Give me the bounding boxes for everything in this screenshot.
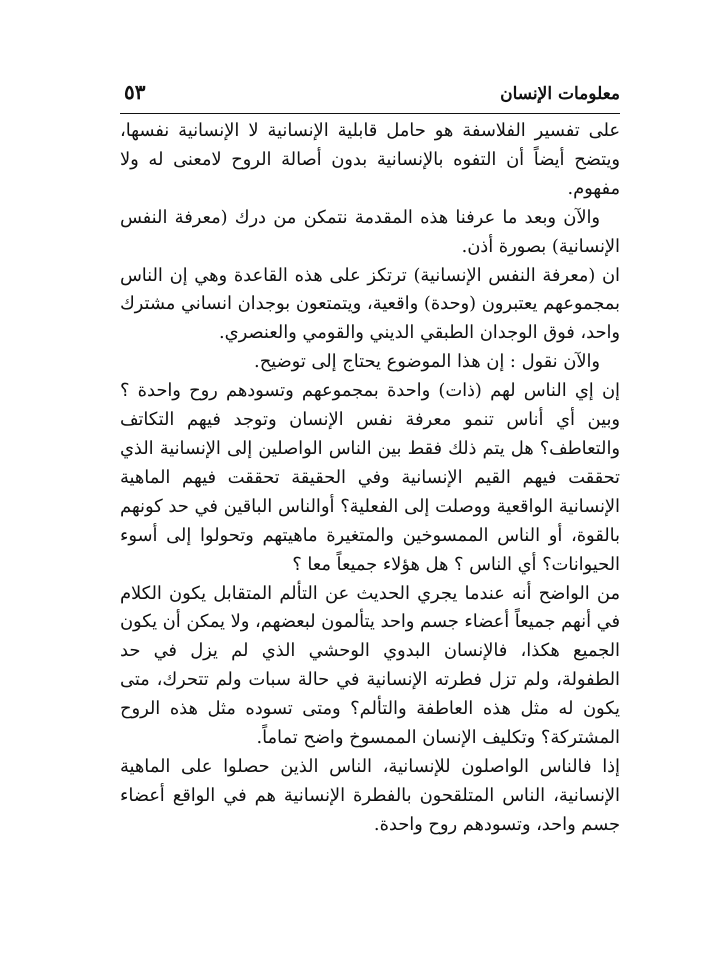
paragraph: من الواضح أنه عندما يجري الحديث عن التألم المتقابل يكون الكلام في أنهم جميعاً أعضاء جسم واحد يتألمون لبعضهم، ولا يمكن أن يكون الجميع هكذا، فالإنسان البدوي الوحشي الذي لم يزل في حد الطفولة، ولم تزل فطرته الإنسانية في حالة سبات ولم تتحرك، متى يكون له مثل هذه العاطفة والتألم؟ ومتى تسوده مثل هذه الروح المشتركة؟ وتكليف الإنسان الممسوخ واضح تماماً. — [120, 582, 620, 749]
paragraph: إذا فالناس الواصلون للإنسانية، الناس الذين حصلوا على الماهية الإنسانية، الناس المتلقحون بالفطرة الإنسانية هم في الواقع أعضاء جسم واحد، وتسودهم روح واحدة. — [120, 755, 620, 835]
page-number: ٥٣ — [124, 80, 146, 104]
running-header — [120, 78, 620, 112]
paragraph: على تفسير الفلاسفة هو حامل قابلية الإنسانية لا الإنسانية نفسها، ويتضح أيضاً أن التفوه بالإنسانية بدون أصالة الروح لامعنى له ولا مفهوم. — [120, 120, 620, 199]
book-title: معلومات الإنسان — [500, 84, 620, 104]
body-text — [120, 117, 620, 840]
paragraph: والآن نقول : إن هذا الموضوع يحتاج إلى توضيح. — [254, 351, 600, 373]
paragraph: إن إي الناس لهم (ذات) واحدة بمجموعهم وتسودهم روح واحدة ؟ وبين أي أناس تنمو معرفة نفس الإنسان وتوجد فيهم التكاتف والتعاطف؟ هل يتم ذلك فقط بين الناس الواصلين إلى الإنسانية الذي تحققت فيهم القيم الإنسانية وفي الحقيقة تحققت فيهم الماهية الإنسانية الواقعية ووصلت إلى الفعلية؟ أوالناس الباقين في حد كونهم بالقوة، أو الناس الممسوخين والمتغيرة ماهيتهم وتحولوا إلى أسوء الحيوانات؟ أي الناس ؟ هل هؤلاء جميعاً معا ؟ — [120, 380, 620, 575]
paragraph: والآن وبعد ما عرفنا هذه المقدمة نتمكن من درك (معرفة النفس الإنسانية) بصورة أذن. — [120, 206, 620, 257]
header-rule — [120, 113, 620, 114]
paragraph: ان (معرفة النفس الإنسانية) ترتكز على هذه القاعدة وهي إن الناس بمجموعهم يعتبرون (وحدة) واقعية، ويتمتعون بوجدان انساني مشترك واحد، فوق الوجدان الطبقي الديني والقومي والعنصري. — [120, 264, 620, 344]
